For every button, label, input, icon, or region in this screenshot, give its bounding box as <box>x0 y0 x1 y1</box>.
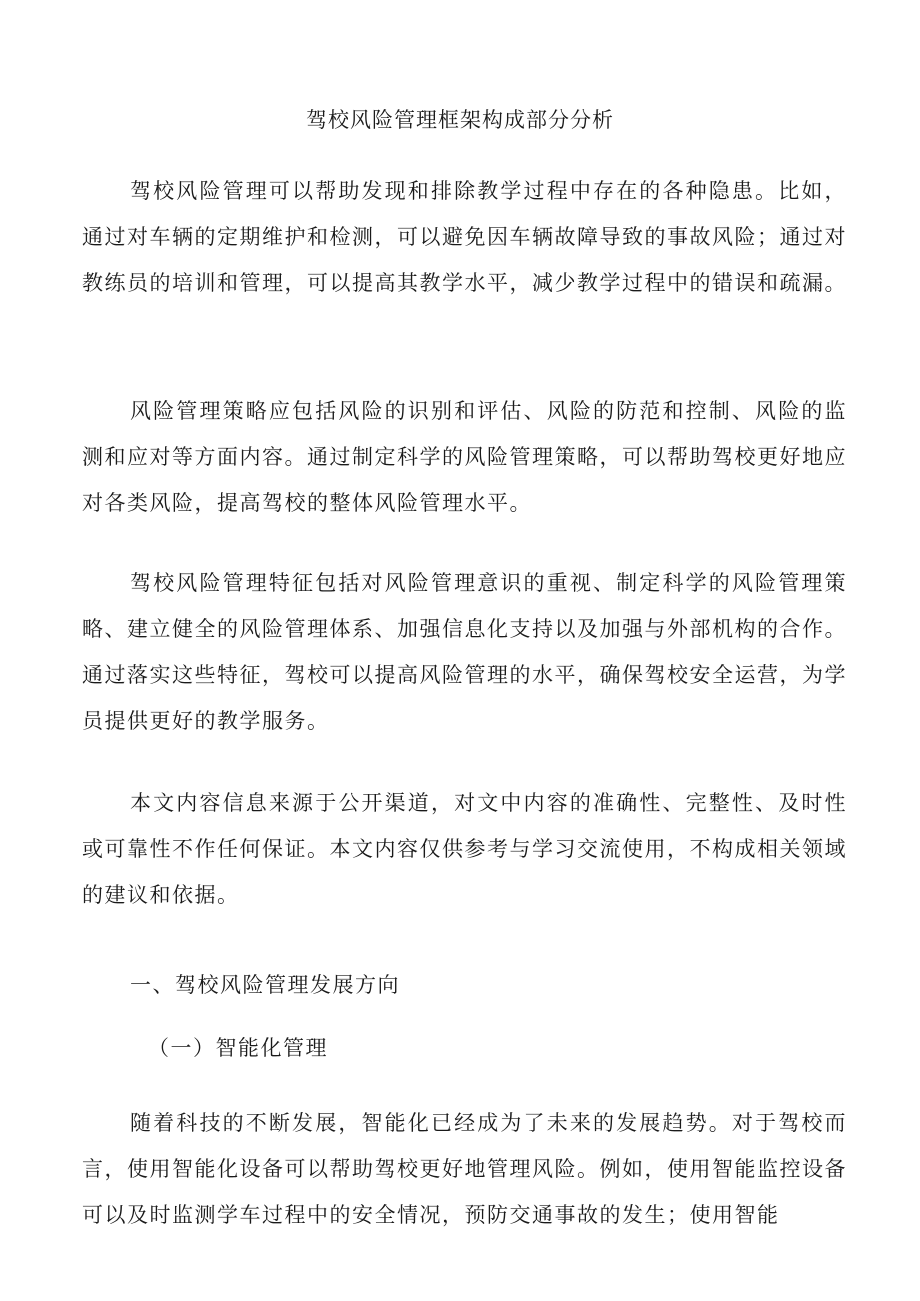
section-heading: 一、驾校风险管理发展方向 <box>130 973 400 997</box>
subsection-heading: （一）智能化管理 <box>148 1036 328 1060</box>
document-title: 驾校风险管理框架构成部分分析 <box>306 108 614 132</box>
paragraph-intelligent-management: 随着科技的不断发展，智能化已经成为了未来的发展趋势。对于驾校而言，使用智能化设备可以帮助驾校更好地管理风险。例如，使用智能监控设备可以及时监测学车过程中的安全情况，预防交通事故的发生；使用智能 <box>82 1111 847 1227</box>
paragraph-risk-benefits: 驾校风险管理可以帮助发现和排除教学过程中存在的各种隐患。比如，通过对车辆的定期维护和检测，可以避免因车辆故障导致的事故风险；通过对教练员的培训和管理，可以提高其教学水平，减少教学过程中的错误和疏漏。 <box>82 179 847 295</box>
paragraph-risk-strategy: 风险管理策略应包括风险的识别和评估、风险的防范和控制、风险的监测和应对等方面内容。通过制定科学的风险管理策略，可以帮助驾校更好地应对各类风险，提高驾校的整体风险管理水平。 <box>82 399 847 515</box>
paragraph-disclaimer: 本文内容信息来源于公开渠道，对文中内容的准确性、完整性、及时性或可靠性不作任何保证。本文内容仅供参考与学习交流使用，不构成相关领域的建议和依据。 <box>82 791 847 907</box>
paragraph-risk-features: 驾校风险管理特征包括对风险管理意识的重视、制定科学的风险管理策略、建立健全的风险管理体系、加强信息化支持以及加强与外部机构的合作。通过落实这些特征，驾校可以提高风险管理的水平，确保驾校安全运营，为学员提供更好的教学服务。 <box>82 571 847 733</box>
